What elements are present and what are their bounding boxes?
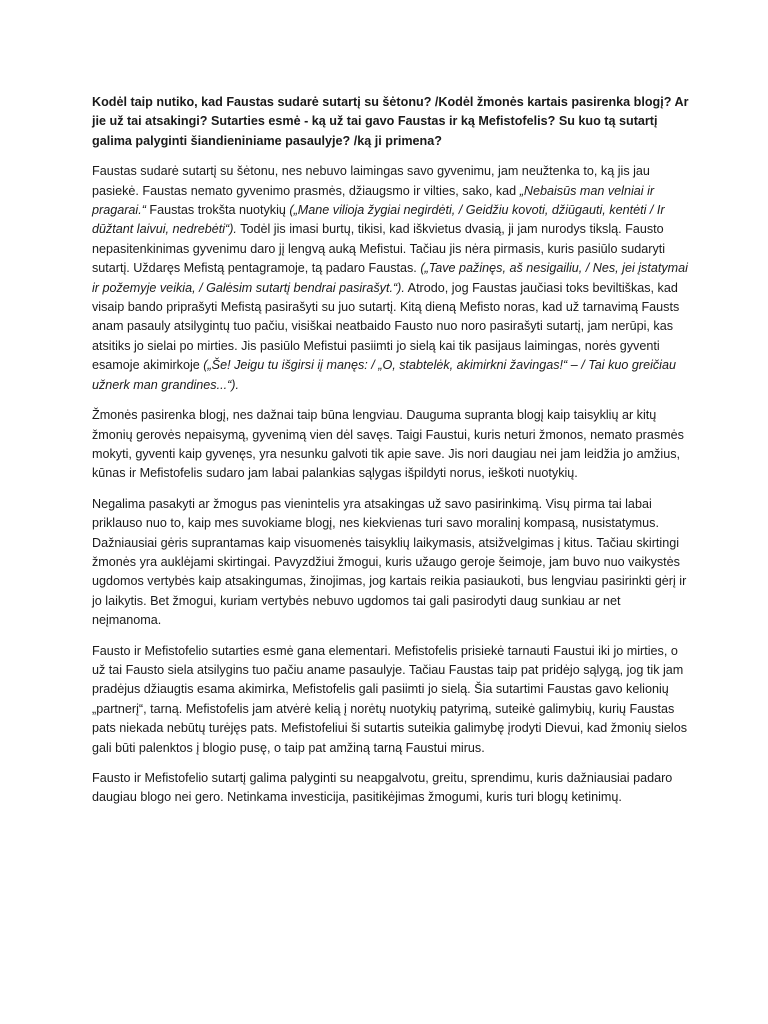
paragraph-5: Fausto ir Mefistofelio sutartį galima palyginti su neapgalvotu, greitu, sprendimu, kuris dažniausiai padaro daugiau blogo nei gero. Netinkama investicija, pasitikėjimas žmogumi, kuris turi blogų ketinimų.: [92, 771, 673, 805]
paragraph-4: Fausto ir Mefistofelio sutarties esmė gana elementari. Mefistofelis prisiekė tarnauti Faustui iki jo mirties, o už tai Fausto siela atsilygins tuo pačiu aname pasaulyje. Tačiau Faustas taip pat pridėjo sąlygą, jog tik jam pradėjus džiaugtis esama akimirka, Mefistofelis gali pasiimti jo sielą. Šia sutartimi Faustas gavo kelionių „partnerį“, tarną. Mefistofelis jam atvėrė kelią į norėtų nuotykių patyrimą, suteikė galimybių, kurių Faustas pats niekada nebūtų turėjęs pats. Mefistofeliui ši sutartis suteikia galimybę įrodyti Dievui, kad žmonių sielos gali būti palenktos į blogio pusę, o taip pat amžiną tarną Faustui mirus.: [92, 643, 687, 755]
paragraph-3: Negalima pasakyti ar žmogus pas vienintelis yra atsakingas už savo pasirinkimą. Visų pirma tai labai priklauso nuo to, kaip mes suvokiame blogį, nes kiekvienas turi savo moralinį kompasą, nusistatymus. Dažniausiai gėris suprantamas kaip visuomenės taisyklių laikymasis, atsižvelgimas į kitus. Tačiau skirtingi žmonės yra auklėjami skirtingai. Pavyzdžiui žmogui, kuris užaugo geroje šeimoje, jam buvo nuo vaikystės ugdomos vertybės kaip atsakingumas, žinojimas, jog kartais reikia pasiaukoti, bus lengviau pasirinkti gėrį ir jo laikytis. Bet žmogui, kuriam vertybės nebuvo ugdomos tai gali pasirodyti daug sunkiau ar net neįmanoma.: [92, 496, 687, 628]
quote-1: „Nebaisūs man velniai ir pragarai.“: [92, 183, 655, 218]
quote-4: („Še! Jeigu tu išgirsi iį manęs: / „O, stabtelėk, akimirkni žavingas!“ – / Tai kuo greičiau užnerk man grandines...“).: [92, 358, 676, 392]
paragraph-1-text-c: Todėl jis imasi burtų, tikisi, kad iškvietus dvasią, ji jam nurodys tikslą. Fausto nepasitenkinimas gyvenimu daro jį lengvą auką Mefistui. Tačiau jis nėra pirmasis, kuris pasiūlo sudaryti sutartį. Uždaręs Mefistą pentagramoje, tą padaro Faustas.: [92, 222, 666, 276]
essay-questions-heading: Kodėl taip nutiko, kad Faustas sudarė sutartį su šėtonu? /Kodėl žmonės kartais pasirenka blogį? Ar jie už tai atsakingi? Sutarties esmė - ką už tai gavo Faustas ir ką Mefistofelis? Su kuo tą sutartį galima palyginti šiandieniniame pasaulyje? /ką ji primena?: [92, 95, 689, 148]
quote-3: („Tave pažinęs, aš nesigailiu, / Nes, jei įstatymai ir požemyje veikia, / Galėsim sutartį bendrai pasirašyt.“).: [92, 261, 688, 295]
paragraph-1-text-d: Atrodo, jog Faustas jaučiasi toks beviltiškas, kad visaip bando priprašyti Mefistą pasirašyti su juo sutartį. Kitą dieną Mefisto noras, kad už tarnavimą Fausts anam pasauly atsilygintų tuo pačiu, visiškai neatbaido Fausto nuo noro pasirašyti sutartį, jam nerūpi, kas atsitiks jo sielai po mirties. Jis pasiūlo Mefistui pasiimti jo sielą kai tik pasijaus laimingas, norės gyventi esamoje akimirkoje: [92, 280, 680, 373]
paragraph-1: [92, 162, 692, 395]
quote-2: („Mane vilioja žygiai negirdėti, / Geidžiu kovoti, džiūgauti, kentėti / Ir dūžtant laivui, nedrebėti“).: [92, 203, 665, 237]
paragraph-1-text-a: Faustas sudarė sutartį su šėtonu, nes nebuvo laimingas savo gyvenimu, jam neužtenka to, ką jis jau pasiekė. Faustas nemato gyvenimo prasmės, džiaugsmo ir vilties, sako, kad: [92, 164, 650, 198]
document-body: [92, 93, 692, 819]
paragraph-1-text-b: Faustas trokšta nuotykių: [145, 203, 290, 218]
paragraph-2: Žmonės pasirenka blogį, nes dažnai taip būna lengviau. Dauguma supranta blogį kaip taisyklių ar kitų žmonių gerovės nepaisymą, gyvenimą vien dėl savęs. Taigi Faustui, kuris neturi žmonos, nemato prasmės mokyti, gyventi kaip gyvenęs, yra nesunku galvoti tik apie save. Jis nori daugiau nei jam leidžia jo amžius, kūnas ir Mefistofelis sudaro jam labai palankias sąlygas išpildyti norus, ieškoti nuotykių.: [92, 408, 684, 481]
